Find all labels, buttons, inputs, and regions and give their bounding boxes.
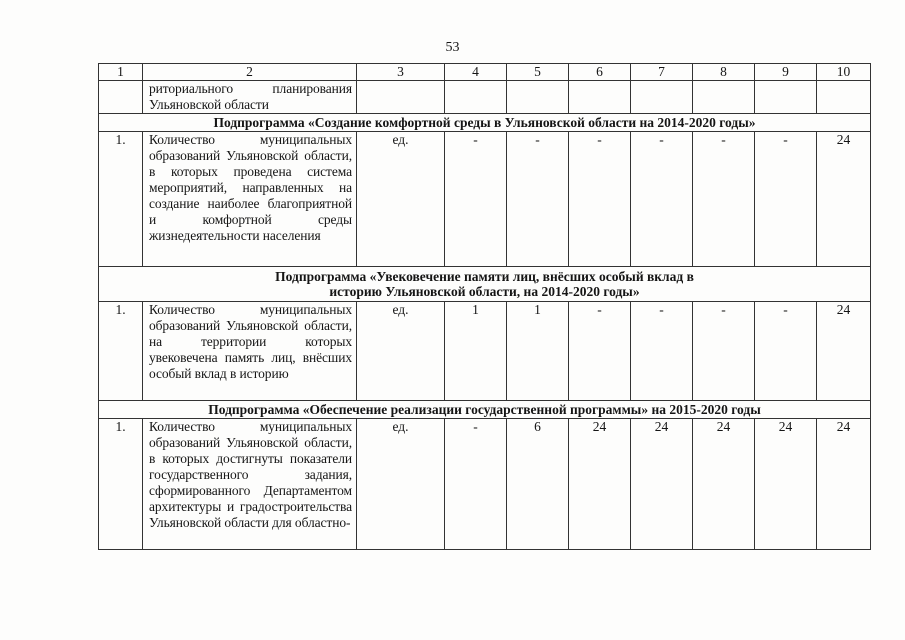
unit: ед. <box>357 132 445 267</box>
indicator-description: Количество муниципальных образований Ульяновской области, на территории которых увековечена память лиц, внёсших особый вклад в историю <box>143 302 357 401</box>
indicator-row <box>99 302 871 401</box>
value-cell: - <box>445 132 507 267</box>
column-number: 5 <box>507 64 569 81</box>
unit: ед. <box>357 419 445 550</box>
value-cell: 24 <box>693 419 755 550</box>
indicator-row <box>99 419 871 550</box>
column-number: 9 <box>755 64 817 81</box>
row-number: 1. <box>99 419 143 550</box>
value-cell: - <box>755 132 817 267</box>
value-cell: 24 <box>817 302 871 401</box>
continuation-row <box>99 81 871 114</box>
indicator-description: Количество муниципальных образований Ульяновской области, в которых достигнуты показатели государственного задания, сформированного Департаментом архитектуры и градостроительства Ульяновской области для областно- <box>143 419 357 550</box>
row-number: 1. <box>99 302 143 401</box>
value-cell: - <box>755 302 817 401</box>
value-cell: 24 <box>631 419 693 550</box>
column-number: 3 <box>357 64 445 81</box>
value-cell: 1 <box>507 302 569 401</box>
subprogram-title-row <box>99 114 871 132</box>
value-cell: 6 <box>507 419 569 550</box>
subprogram-title: Подпрограмма «Создание комфортной среды в Ульяновской области на 2014-2020 годы» <box>99 114 871 132</box>
page-number: 53 <box>445 40 460 55</box>
value-cell: 24 <box>817 132 871 267</box>
column-number: 10 <box>817 64 871 81</box>
subprogram-title-row <box>99 267 871 302</box>
value-cell: 24 <box>817 419 871 550</box>
value-cell: - <box>569 302 631 401</box>
value-cell: - <box>693 132 755 267</box>
value-cell: - <box>631 132 693 267</box>
row-number: 1. <box>99 132 143 267</box>
column-number: 6 <box>569 64 631 81</box>
indicator-description: Количество муниципальных образований Ульяновской области, в которых проведена система мероприятий, направленных на создание наиболее благоприятной и комфортной среды жизнедеятельности населения <box>143 132 357 267</box>
column-number: 2 <box>143 64 357 81</box>
unit: ед. <box>357 302 445 401</box>
subprogram-title: Подпрограмма «Увековечение памяти лиц, внёсших особый вклад в историю Ульяновской области, на 2014-2020 годы» <box>99 267 871 302</box>
subprogram-title-row <box>99 401 871 419</box>
value-cell: - <box>569 132 631 267</box>
value-cell: 24 <box>755 419 817 550</box>
continuation-text: риториального планирования Ульяновской области <box>143 81 357 114</box>
value-cell: - <box>507 132 569 267</box>
value-cell: - <box>693 302 755 401</box>
value-cell: 24 <box>569 419 631 550</box>
column-number-row <box>99 64 871 81</box>
subprogram-title: Подпрограмма «Обеспечение реализации государственной программы» на 2015-2020 годы <box>99 401 871 419</box>
indicator-row <box>99 132 871 267</box>
indicators-table <box>98 63 871 550</box>
column-number: 8 <box>693 64 755 81</box>
column-number: 7 <box>631 64 693 81</box>
column-number: 1 <box>99 64 143 81</box>
value-cell: - <box>445 419 507 550</box>
column-number: 4 <box>445 64 507 81</box>
value-cell: 1 <box>445 302 507 401</box>
value-cell: - <box>631 302 693 401</box>
